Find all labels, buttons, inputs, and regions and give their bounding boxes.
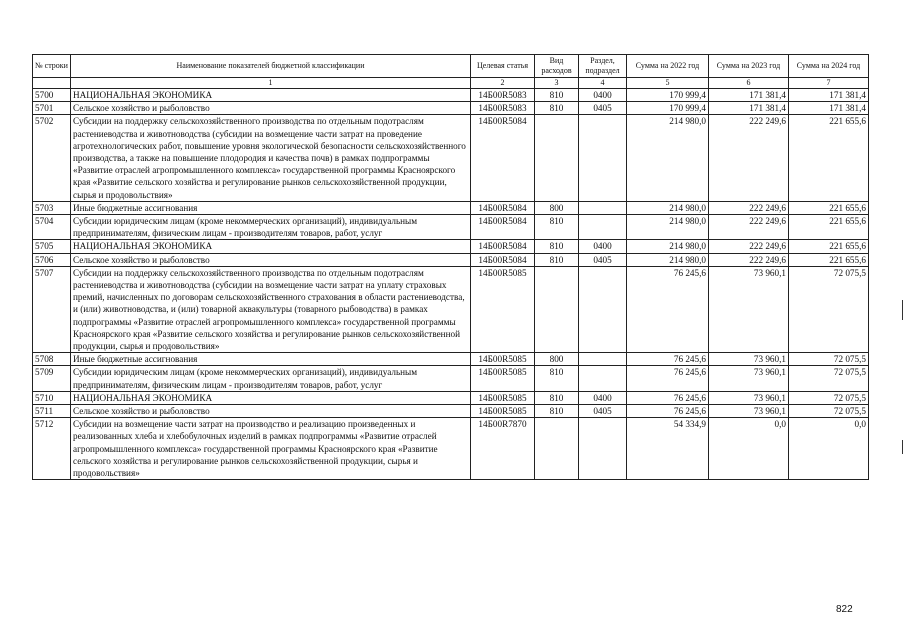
expense-type: 810 — [535, 89, 579, 102]
sum-2024: 72 075,5 — [789, 266, 869, 352]
column-number: 4 — [579, 78, 627, 89]
indicator-name: Субсидии юридическим лицам (кроме некоммерческих организаций), индивидуальным предпринимателям, физическим лицам - производителям товаров, работ, услуг — [71, 366, 471, 391]
section-code — [579, 215, 627, 240]
column-number: 7 — [789, 78, 869, 89]
indicator-name: Иные бюджетные ассигнования — [71, 353, 471, 366]
sum-2023: 222 249,6 — [709, 201, 789, 214]
column-number-empty — [33, 78, 71, 89]
section-code: 0400 — [579, 391, 627, 404]
table-row — [33, 102, 869, 115]
sum-2022: 76 245,6 — [627, 266, 709, 352]
column-number: 3 — [535, 78, 579, 89]
expense-type: 810 — [535, 215, 579, 240]
sum-2022: 76 245,6 — [627, 366, 709, 391]
sum-2023: 222 249,6 — [709, 215, 789, 240]
sum-2022: 170 999,4 — [627, 102, 709, 115]
expense-type: 810 — [535, 405, 579, 418]
budget-table — [32, 54, 869, 480]
scan-edge-mark — [902, 440, 903, 454]
expense-type: 810 — [535, 102, 579, 115]
section-code — [579, 418, 627, 480]
sum-2022: 76 245,6 — [627, 391, 709, 404]
scan-edge-mark — [902, 300, 903, 320]
target-article: 14Б00R5083 — [471, 102, 535, 115]
row-number: 5703 — [33, 201, 71, 214]
target-article: 14Б00R5084 — [471, 215, 535, 240]
sum-2024: 72 075,5 — [789, 405, 869, 418]
column-number-row — [33, 78, 869, 89]
section-code — [579, 353, 627, 366]
sum-2022: 214 980,0 — [627, 215, 709, 240]
row-number: 5705 — [33, 240, 71, 253]
row-number: 5704 — [33, 215, 71, 240]
table-row — [33, 201, 869, 214]
expense-type — [535, 266, 579, 352]
sum-2023: 0,0 — [709, 418, 789, 480]
target-article: 14Б00R7870 — [471, 418, 535, 480]
header-section: Раздел, подраздел — [579, 55, 627, 78]
expense-type: 800 — [535, 353, 579, 366]
section-code — [579, 366, 627, 391]
header-sum-2022: Сумма на 2022 год — [627, 55, 709, 78]
sum-2023: 73 960,1 — [709, 266, 789, 352]
sum-2023: 73 960,1 — [709, 353, 789, 366]
sum-2022: 76 245,6 — [627, 353, 709, 366]
table-row — [33, 353, 869, 366]
table-row — [33, 266, 869, 352]
target-article: 14Б00R5085 — [471, 266, 535, 352]
page-number: 822 — [836, 604, 853, 615]
header-indicator-name: Наименование показателей бюджетной классификации — [71, 55, 471, 78]
section-code: 0400 — [579, 240, 627, 253]
target-article: 14Б00R5085 — [471, 353, 535, 366]
row-number: 5702 — [33, 115, 71, 201]
indicator-name: Субсидии на возмещение части затрат на производство и реализацию произведенных и реализованных хлеба и хлебобулочных изделий в рамках подпрограммы «Развитие отраслей агропромышленного комплекса» государственной программы Красноярского края «Развитие сельского хозяйства и регулирование рынков сельскохозяйственной продукции, сырья и продовольствия» — [71, 418, 471, 480]
table-row — [33, 115, 869, 201]
sum-2023: 222 249,6 — [709, 240, 789, 253]
section-code: 0400 — [579, 89, 627, 102]
section-code — [579, 201, 627, 214]
row-number: 5701 — [33, 102, 71, 115]
indicator-name: НАЦИОНАЛЬНАЯ ЭКОНОМИКА — [71, 89, 471, 102]
indicator-name: Субсидии юридическим лицам (кроме некоммерческих организаций), индивидуальным предпринимателям, физическим лицам - производителям товаров, работ, услуг — [71, 215, 471, 240]
row-number: 5710 — [33, 391, 71, 404]
sum-2024: 221 655,6 — [789, 240, 869, 253]
row-number: 5709 — [33, 366, 71, 391]
expense-type: 810 — [535, 366, 579, 391]
sum-2024: 72 075,5 — [789, 391, 869, 404]
sum-2023: 222 249,6 — [709, 253, 789, 266]
table-row — [33, 405, 869, 418]
sum-2022: 214 980,0 — [627, 115, 709, 201]
indicator-name: Сельское хозяйство и рыболовство — [71, 253, 471, 266]
sum-2023: 73 960,1 — [709, 405, 789, 418]
expense-type — [535, 115, 579, 201]
sum-2023: 171 381,4 — [709, 102, 789, 115]
indicator-name: Сельское хозяйство и рыболовство — [71, 405, 471, 418]
sum-2024: 171 381,4 — [789, 102, 869, 115]
table-row — [33, 89, 869, 102]
table-row — [33, 215, 869, 240]
table-header-row — [33, 55, 869, 78]
table-row — [33, 253, 869, 266]
table-row — [33, 366, 869, 391]
sum-2022: 214 980,0 — [627, 201, 709, 214]
header-expense-type: Вид расходов — [535, 55, 579, 78]
target-article: 14Б00R5084 — [471, 253, 535, 266]
expense-type: 810 — [535, 240, 579, 253]
sum-2024: 72 075,5 — [789, 366, 869, 391]
header-sum-2023: Сумма на 2023 год — [709, 55, 789, 78]
table-row — [33, 391, 869, 404]
target-article: 14Б00R5085 — [471, 366, 535, 391]
section-code: 0405 — [579, 405, 627, 418]
expense-type: 810 — [535, 391, 579, 404]
sum-2024: 221 655,6 — [789, 215, 869, 240]
section-code — [579, 266, 627, 352]
sum-2024: 72 075,5 — [789, 353, 869, 366]
table-row — [33, 240, 869, 253]
column-number: 2 — [471, 78, 535, 89]
table-row — [33, 418, 869, 480]
row-number: 5707 — [33, 266, 71, 352]
section-code: 0405 — [579, 253, 627, 266]
sum-2022: 170 999,4 — [627, 89, 709, 102]
sum-2024: 0,0 — [789, 418, 869, 480]
indicator-name: НАЦИОНАЛЬНАЯ ЭКОНОМИКА — [71, 391, 471, 404]
row-number: 5711 — [33, 405, 71, 418]
sum-2022: 76 245,6 — [627, 405, 709, 418]
indicator-name: Сельское хозяйство и рыболовство — [71, 102, 471, 115]
row-number: 5700 — [33, 89, 71, 102]
column-number: 6 — [709, 78, 789, 89]
sum-2023: 73 960,1 — [709, 366, 789, 391]
target-article: 14Б00R5085 — [471, 391, 535, 404]
sum-2024: 221 655,6 — [789, 201, 869, 214]
target-article: 14Б00R5084 — [471, 201, 535, 214]
header-row-number: № строки — [33, 55, 71, 78]
sum-2023: 171 381,4 — [709, 89, 789, 102]
sum-2023: 73 960,1 — [709, 391, 789, 404]
target-article: 14Б00R5085 — [471, 405, 535, 418]
expense-type: 800 — [535, 201, 579, 214]
section-code: 0405 — [579, 102, 627, 115]
target-article: 14Б00R5083 — [471, 89, 535, 102]
section-code — [579, 115, 627, 201]
column-number: 1 — [71, 78, 471, 89]
indicator-name: Иные бюджетные ассигнования — [71, 201, 471, 214]
indicator-name: Субсидии на поддержку сельскохозяйственного производства по отдельным подотраслям растениеводства и животноводства (субсидии на возмещение части затрат на проведение агротехнологических работ, повышение уровня экологической безопасности сельскохозяйственного производства, а также на повышение плодородия и качества почв) в рамках подпрограммы «Развитие отраслей агропромышленного комплекса» государственной программы Красноярского края «Развитие сельского хозяйства и регулирование рынков сельскохозяйственной продукции, сырья и продовольствия» — [71, 115, 471, 201]
sum-2022: 214 980,0 — [627, 240, 709, 253]
row-number: 5706 — [33, 253, 71, 266]
sum-2022: 54 334,9 — [627, 418, 709, 480]
sum-2024: 221 655,6 — [789, 253, 869, 266]
header-sum-2024: Сумма на 2024 год — [789, 55, 869, 78]
sum-2022: 214 980,0 — [627, 253, 709, 266]
column-number: 5 — [627, 78, 709, 89]
expense-type — [535, 418, 579, 480]
row-number: 5708 — [33, 353, 71, 366]
indicator-name: НАЦИОНАЛЬНАЯ ЭКОНОМИКА — [71, 240, 471, 253]
row-number: 5712 — [33, 418, 71, 480]
header-target-article: Целевая статья — [471, 55, 535, 78]
target-article: 14Б00R5084 — [471, 240, 535, 253]
sum-2023: 222 249,6 — [709, 115, 789, 201]
sum-2024: 221 655,6 — [789, 115, 869, 201]
indicator-name: Субсидии на поддержку сельскохозяйственного производства по отдельным подотраслям растениеводства и животноводства (субсидии на возмещение части затрат на уплату страховых премий, начисленных по договорам сельскохозяйственного страхования в области растениеводства, и (или) животноводства, и (или) товарной аквакультуры (товарного рыбоводства) в рамках подпрограммы «Развитие отраслей агропромышленного комплекса» государственной программы Красноярского края «Развитие сельского хозяйства и регулирование рынков сельскохозяйственной продукции, сырья и продовольствия» — [71, 266, 471, 352]
expense-type: 810 — [535, 253, 579, 266]
sum-2024: 171 381,4 — [789, 89, 869, 102]
target-article: 14Б00R5084 — [471, 115, 535, 201]
